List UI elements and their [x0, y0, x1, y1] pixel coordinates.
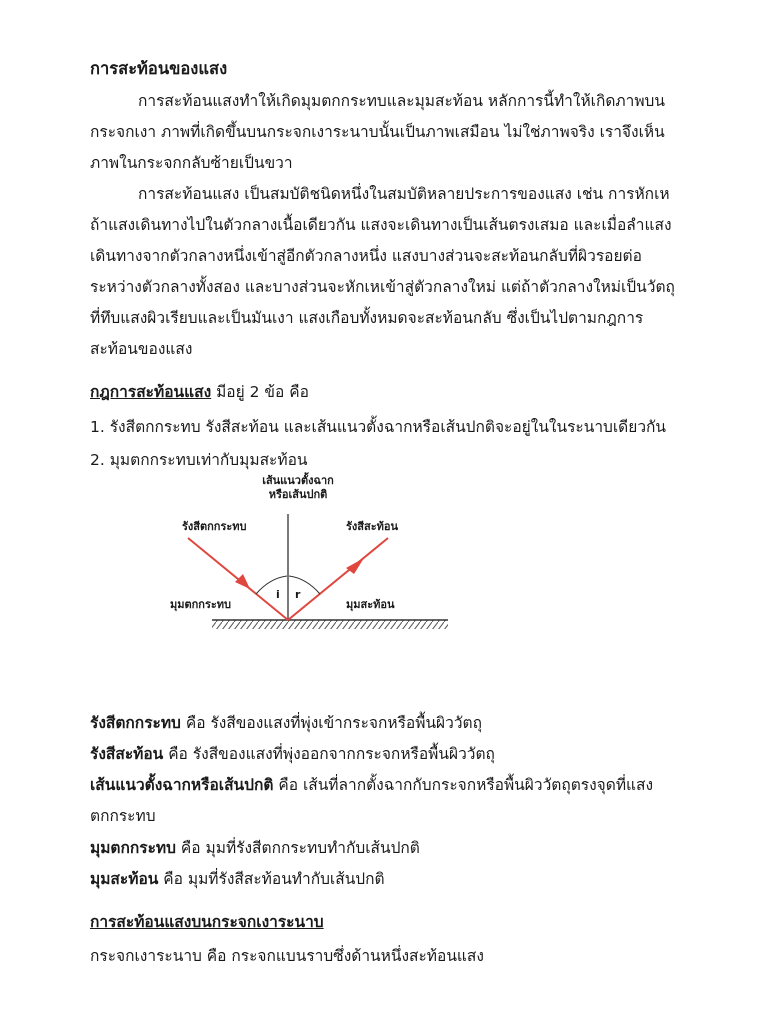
definition-term: รังสีสะท้อน: [90, 745, 164, 763]
incident-ray-label: รังสีตกกระทบ: [182, 520, 247, 533]
definition-desc: คือ มุมที่รังสีตกกระทบทำกับเส้นปกติ: [175, 839, 420, 857]
reflected-ray-label: รังสีสะท้อน: [346, 520, 398, 533]
intro-line: ภาพในกระจกกลับซ้ายเป็นขวา: [90, 154, 293, 172]
law-item: 1. รังสีตกกระทบ รังสีสะท้อน และเส้นแนวตั้งฉากหรือเส้นปกติจะอยู่ในในระนาบเดียวกัน: [90, 418, 667, 436]
definition-line: [90, 774, 653, 796]
page-title: การสะท้อนของแสง: [90, 59, 228, 78]
reflection-diagram: [150, 470, 490, 640]
plane-mirror-text: กระจกเงาระนาบ คือ กระจกแบนราบซึ่งด้านหนึ่งสะท้อนแสง: [90, 947, 484, 965]
body-line: ที่ทึบแสงผิวเรียบและเป็นมันเงา แสงเกือบทั้งหมดจะสะท้อนกลับ ซึ่งเป็นไปตามกฎการ: [90, 309, 644, 327]
normal-label-1: เส้นแนวตั้งฉาก: [262, 474, 334, 487]
plane-mirror-heading: การสะท้อนแสงบนกระจกเงาระนาบ: [90, 913, 324, 931]
definition-desc: คือ รังสีของแสงที่พุ่งเข้ากระจกหรือพื้นผิววัตถุ: [180, 714, 482, 732]
law-heading: กฎการสะท้อนแสง: [90, 383, 212, 401]
definition-desc: คือ เส้นที่ลากตั้งฉากกับกระจกหรือพื้นผิววัตถุตรงจุดที่แสง: [273, 776, 654, 794]
intro-line: กระจกเงา ภาพที่เกิดขึ้นบนกระจกเงาระนาบนั้นเป็นภาพเสมือน ไม่ใช่ภาพจริง เราจึงเห็น: [90, 123, 665, 141]
definition-line: [90, 837, 420, 859]
i-label: i: [276, 588, 280, 601]
r-label: r: [295, 588, 301, 601]
law-suffix: มีอยู่ 2 ข้อ คือ: [211, 383, 309, 401]
incidence-angle-label: มุมตกกระทบ: [170, 598, 232, 611]
definition-term: มุมสะท้อน: [90, 870, 159, 888]
normal-label-2: หรือเส้นปกติ: [268, 488, 328, 501]
incidence-angle-arc: [256, 576, 287, 594]
definition-desc: คือ รังสีของแสงที่พุ่งออกจากกระจกหรือพื้นผิววัตถุ: [163, 745, 495, 763]
law-heading-line: [90, 381, 309, 403]
body-line: การสะท้อนแสง เป็นสมบัติชนิดหนึ่งในสมบัติหลายประการของแสง เช่น การหักเห: [138, 185, 670, 203]
reflection-angle-label: มุมสะท้อน: [346, 598, 395, 611]
definition-term: เส้นแนวตั้งฉากหรือเส้นปกติ: [90, 776, 274, 794]
definition-line: [90, 743, 495, 765]
mirror-hatch: [212, 620, 448, 629]
reflection-angle-arc: [289, 576, 320, 594]
incident-arrow-icon: [235, 574, 250, 589]
definition-continuation: ตกกระทบ: [90, 807, 156, 825]
body-line: เดินทางจากตัวกลางหนึ่งเข้าสู่อีกตัวกลางหนึ่ง แสงบางส่วนจะสะท้อนกลับที่ผิวรอยต่อ: [90, 247, 642, 265]
definition-term: รังสีตกกระทบ: [90, 714, 181, 732]
definition-line: [90, 868, 385, 890]
reflected-arrowhead-icon: [346, 558, 364, 574]
law-item: 2. มุมตกกระทบเท่ากับมุมสะท้อน: [90, 451, 308, 469]
body-line: สะท้อนของแสง: [90, 340, 193, 358]
body-line: ถ้าแสงเดินทางไปในตัวกลางเนื้อเดียวกัน แสงจะเดินทางเป็นเส้นตรงเสมอ และเมื่อลำแสง: [90, 216, 672, 234]
definition-term: มุมตกกระทบ: [90, 839, 176, 857]
intro-line: การสะท้อนแสงทำให้เกิดมุมตกกระทบและมุมสะท้อน หลักการนี้ทำให้เกิดภาพบน: [138, 92, 665, 110]
definition-line: [90, 712, 482, 734]
body-line: ระหว่างตัวกลางทั้งสอง และบางส่วนจะหักเหเข้าสู่ตัวกลางใหม่ แต่ถ้าตัวกลางใหม่เป็นวัตถุ: [90, 278, 675, 296]
definition-desc: คือ มุมที่รังสีสะท้อนทำกับเส้นปกติ: [158, 870, 385, 888]
